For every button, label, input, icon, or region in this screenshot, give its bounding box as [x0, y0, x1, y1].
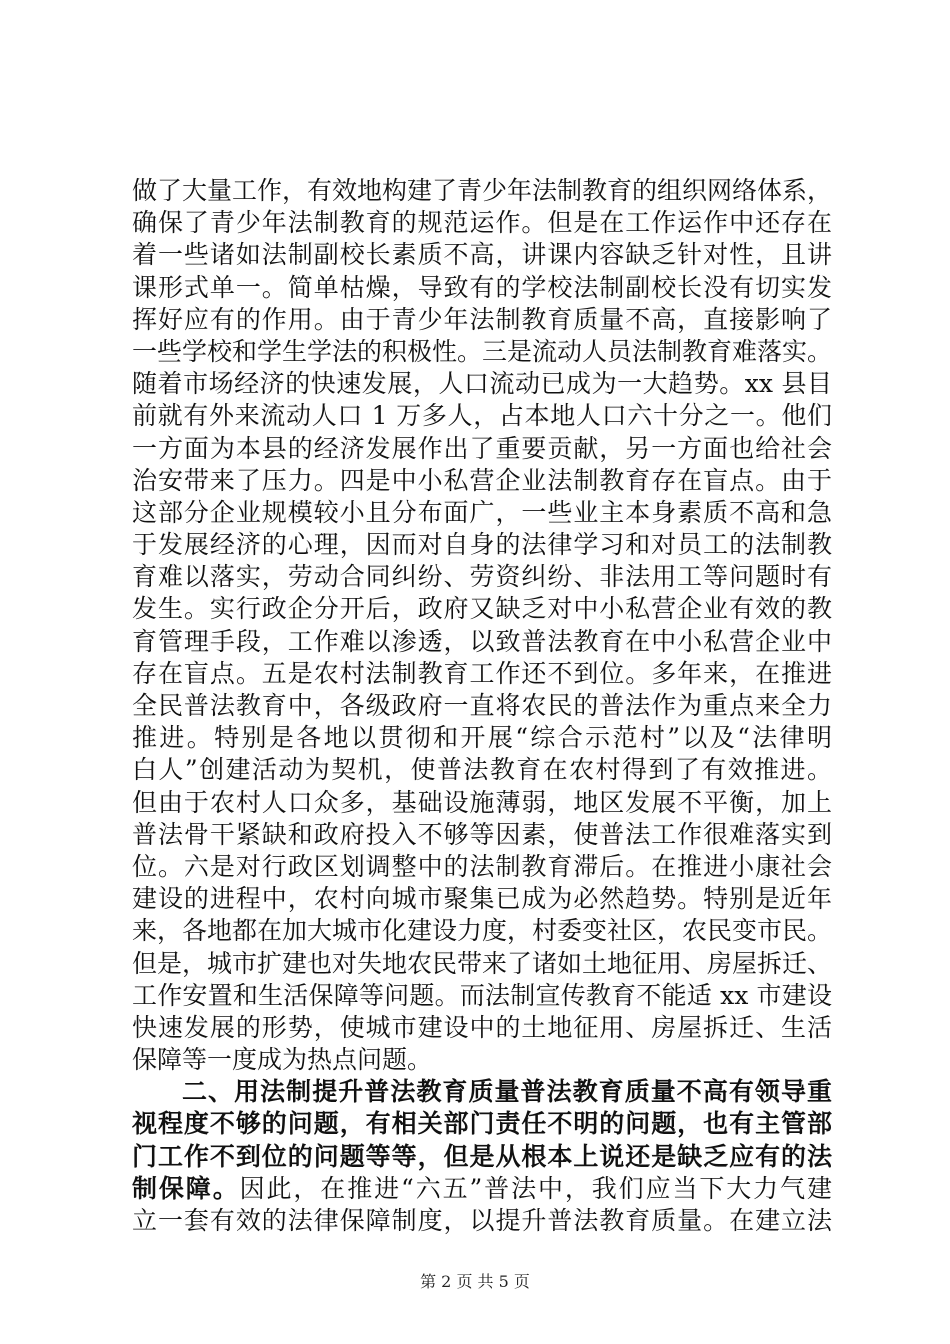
section-heading-line: 二、用法制提升普法教育质量普法教育质量不高有领导重 — [182, 1077, 832, 1107]
text-line: 育难以落实，劳动合同纠纷、劳资纠纷、非法用工等问题时有 — [132, 562, 832, 592]
text-line: 快速发展的形势，使城市建设中的土地征用、房屋拆迁、生活 — [132, 1012, 832, 1042]
text-fragment: 因此，在推进“六五”普法中，我们应当下大力气建 — [239, 1173, 832, 1203]
text-line: 建设的进程中，农村向城市聚集已成为必然趋势。特别是近年 — [132, 884, 832, 914]
text-line-mixed — [132, 1173, 832, 1205]
text-line: 位。六是对行政区划调整中的法制教育滞后。在推进小康社会 — [132, 851, 832, 881]
text-line: 发生。实行政企分开后，政府又缺乏对中小私营企业有效的教 — [132, 594, 832, 624]
paragraph-2 — [132, 1076, 832, 1237]
text-line: 但由于农村人口众多，基础设施薄弱，地区发展不平衡，加上 — [132, 787, 832, 817]
text-line: 普法骨干紧缺和政府投入不够等因素，使普法工作很难落实到 — [132, 819, 832, 849]
text-line: 于发展经济的心理，因而对自身的法律学习和对员工的法制教 — [132, 530, 832, 560]
text-line: 工作安置和生活保障等问题。而法制宣传教育不能适 xx 市建设 — [132, 980, 832, 1010]
paragraph-1 — [132, 175, 832, 1076]
text-line: 立一套有效的法律保障制度，以提升普法教育质量。在建立法 — [132, 1206, 832, 1235]
text-bold-fragment: 制保障。 — [132, 1173, 240, 1203]
text-line: 保障等一度成为热点问题。 — [132, 1045, 433, 1075]
text-line: 治安带来了压力。四是中小私营企业法制教育存在盲点。由于 — [132, 465, 832, 495]
text-line: 全民普法教育中，各级政府一直将农民的普法作为重点来全力 — [132, 691, 832, 720]
text-line: 存在盲点。五是农村法制教育工作还不到位。多年来，在推进 — [132, 658, 832, 688]
text-line-bold: 视程度不够的问题，有相关部门责任不明的问题，也有主管部 — [132, 1109, 832, 1139]
text-line-bold: 门工作不到位的问题等等，但是从根本上说还是缺乏应有的法 — [132, 1141, 832, 1171]
document-body — [132, 175, 832, 1237]
text-line: 一方面为本县的经济发展作出了重要贡献，另一方面也给社会 — [132, 433, 832, 463]
text-line: 育管理手段，工作难以渗透，以致普法教育在中小私营企业中 — [132, 626, 832, 656]
text-line: 这部分企业规模较小且分布面广，一些业主本身素质不高和急 — [132, 497, 832, 527]
text-line: 来，各地都在加大城市化建设力度，村委变社区，农民变市民。 — [132, 916, 833, 946]
text-line: 白人”创建活动为契机，使普法教育在农村得到了有效推进。 — [132, 755, 832, 785]
text-line: 确保了青少年法制教育的规范运作。但是在工作运作中还存在 — [132, 208, 832, 238]
text-line: 前就有外来流动人口 1 万多人，占本地人口六十分之一。他们 — [132, 401, 832, 431]
text-line: 但是，城市扩建也对失地农民带来了诸如土地征用、房屋拆迁、 — [132, 948, 833, 978]
text-line: 一些学校和学生学法的积极性。三是流动人员法制教育难落实。 — [132, 336, 833, 366]
text-line: 着一些诸如法制副校长素质不高，讲课内容缺乏针对性，且讲 — [132, 240, 832, 270]
text-line: 课形式单一。简单枯燥，导致有的学校法制副校长没有切实发 — [132, 272, 832, 302]
text-line: 挥好应有的作用。由于青少年法制教育质量不高，直接影响了 — [132, 304, 832, 334]
page-footer: 第 2 页 共 5 页 — [420, 1272, 530, 1291]
text-line: 推进。特别是各地以贯彻和开展“综合示范村”以及“法律明 — [132, 723, 832, 753]
text-line: 做了大量工作，有效地构建了青少年法制教育的组织网络体系， — [132, 176, 833, 205]
text-line: 随着市场经济的快速发展，人口流动已成为一大趋势。xx 县目 — [132, 369, 832, 399]
